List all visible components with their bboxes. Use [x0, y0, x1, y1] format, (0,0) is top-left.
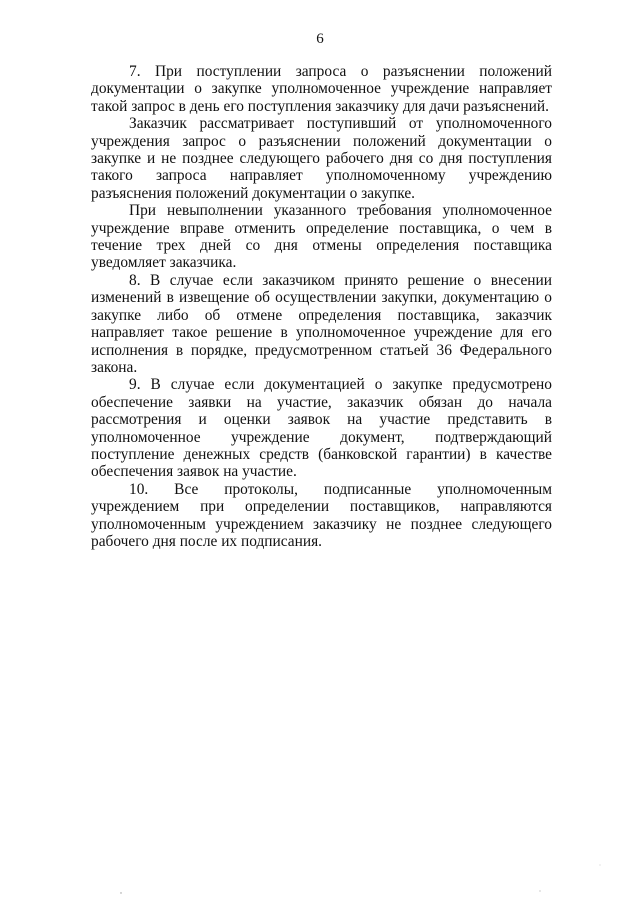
paragraph-8: 8. В случае если заказчиком принято решение о внесении изменений в извещение об осуществлении закупки, документацию о закупке либо об отмене определения поставщика, заказчик направляет такое решение в уполномоченное учреждение для его исполнения в порядке, предусмотренном статьей 36 Федерального закона.: [91, 271, 552, 376]
document-body: [91, 63, 552, 550]
page-number: 6: [316, 31, 324, 47]
paragraph-9: 9. В случае если документацией о закупке предусмотрено обеспечение заявки на участие, заказчик обязан до начала рассмотрения и оценки заявок на участие представить в уполномоченное учреждение документ, подтверждающий поступление денежных средств (банковской гарантии) в качестве обеспечения заявок на участие.: [91, 376, 552, 481]
paragraph-10: 10. Все протоколы, подписанные уполномоченным учреждением при определении поставщиков, направляются уполномоченным учреждением заказчику не позднее следующего рабочего дня после их подписания.: [91, 480, 552, 550]
paragraph-customer-review: Заказчик рассматривает поступивший от уполномоченного учреждения запрос о разъяснении положений документации о закупке и не позднее следующего рабочего дня со дня поступления такого запроса направляет уполномоченному учреждению разъяснения положений документации о закупке.: [91, 115, 552, 202]
paragraph-7: 7. При поступлении запроса о разъяснении положений документации о закупке уполномоченное учреждение направляет такой запрос в день его поступления заказчику для дачи разъяснений.: [91, 63, 552, 115]
paragraph-cancellation: При невыполнении указанного требования уполномоченное учреждение вправе отменить определение поставщика, о чем в течение трех дней со дня отмены определения поставщика уведомляет заказчика.: [91, 202, 552, 272]
